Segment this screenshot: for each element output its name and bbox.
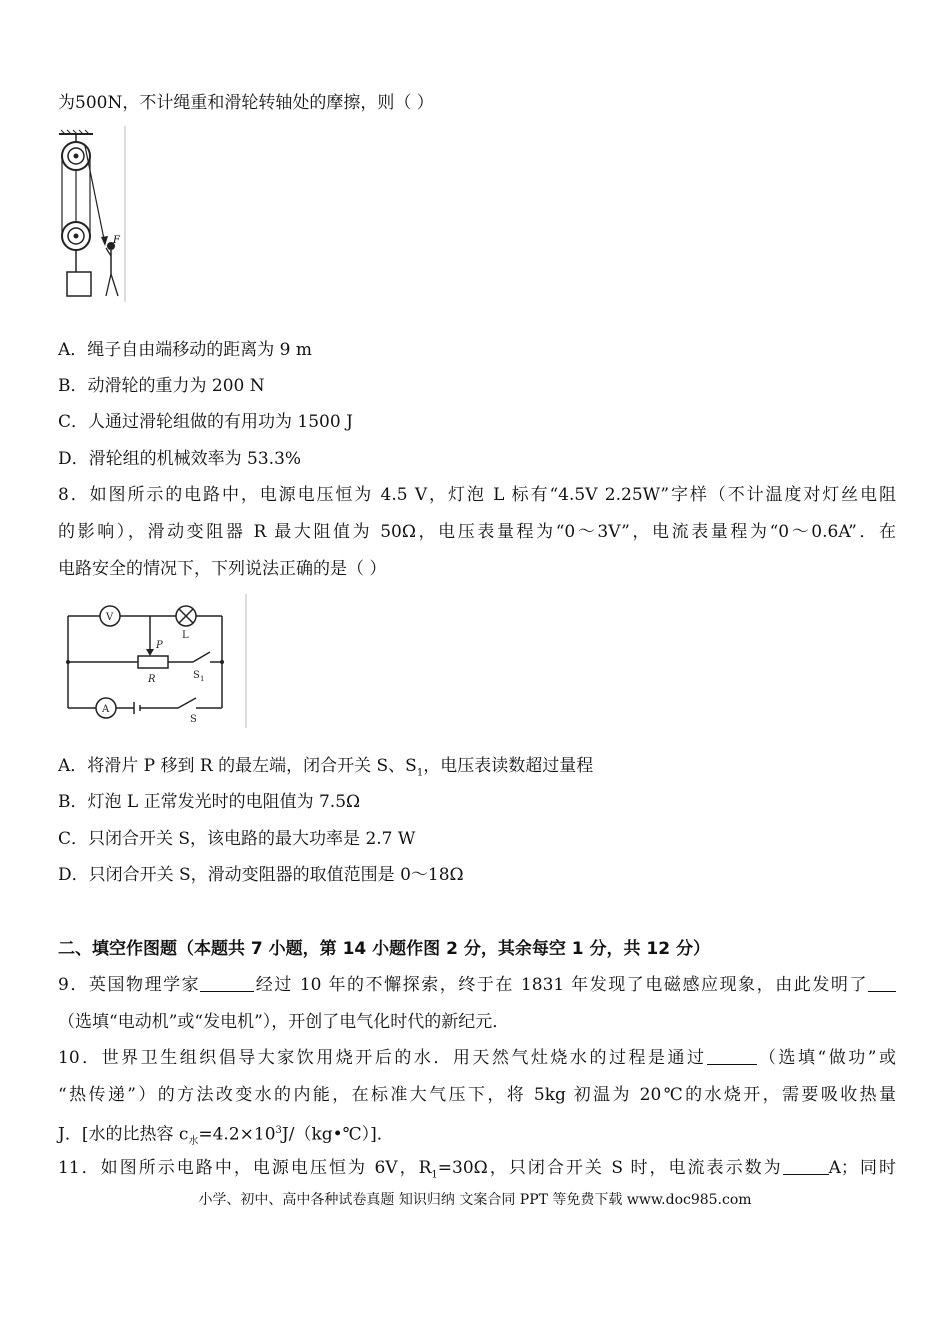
pulley-system-figure (55, 124, 130, 304)
q7-option-b: B．动滑轮的重力为 200 N (58, 376, 265, 396)
q9-answer-blank-2[interactable] (868, 975, 896, 992)
page-footer: 小学、初中、高中各种试卷真题 知识归纳 文案合同 PPT 等免费下载 www.doc985.com (198, 1192, 752, 1208)
q7-option-a: A．绳子自由端移动的距离为 9 m (58, 340, 313, 360)
q8-option-a-text-end: ，电压表读数超过量程 (423, 756, 594, 776)
q10-line2: “热传递”）的方法改变水的内能，在标准大气压下，将 5kg 初温为 20℃的水烧开，需要吸收热量 (58, 1085, 896, 1105)
q10-line3 (58, 1120, 394, 1153)
force-label: F (113, 235, 120, 246)
circuit-diagram-figure (58, 592, 250, 730)
rheostat-label: R (148, 674, 156, 685)
switch-label: S (190, 714, 197, 725)
section-2-heading: 二、填空作图题（本题共 7 小题，第 14 小题作图 2 分，其余每空 1 分，共 12 分） (58, 939, 710, 959)
q7-option-c: C．人通过滑轮组做的有用功为 1500 J (58, 412, 353, 432)
q10-text-e: J/（kg•℃）]． (281, 1124, 394, 1145)
q8-stem-line3: 电路安全的情况下，下列说法正确的是（ ） (58, 559, 387, 579)
q10-text-d: =4.2×10 (198, 1124, 276, 1145)
q9-text-b: 经过 10 年的不懈探索，终于在 1831 年发现了电磁感应现象，由此发明了 (254, 975, 868, 995)
q11-answer-blank-1[interactable] (783, 1158, 829, 1175)
q10-text-b: （选填“做功”或 (756, 1048, 896, 1068)
q8-option-a-sub: 1 (416, 767, 424, 779)
q8-option-c: C．只闭合开关 S，该电路的最大功率是 2.7 W (58, 829, 416, 849)
q11-text-c: A；同时 (828, 1158, 896, 1178)
q8-stem-line2: 的影响），滑动变阻器 R 最大阻值为 50Ω，电压表量程为“0～3V”，电流表量程为“0～0.6A”．在 (58, 522, 896, 542)
q9-answer-blank-1[interactable] (200, 975, 254, 992)
q7-option-d: D．滑轮组的机械效率为 53.3% (58, 449, 302, 469)
q11-text-a: 11．如图所示电路中，电源电压恒为 6V，R (58, 1158, 432, 1178)
q11-line1 (58, 1157, 896, 1186)
q10-exponent: 3 (275, 1125, 282, 1136)
q8-option-a-text: A．将滑片 P 移到 R 的最左端，闭合开关 S、S (58, 756, 417, 776)
q11-r1-sub: 1 (431, 1169, 438, 1181)
q9-line1 (58, 974, 896, 996)
q9-text-a: 9．英国物理学家 (58, 975, 201, 995)
q11-text-b: =30Ω，只闭合开关 S 时，电流表示数为 (437, 1158, 783, 1178)
question-7-stem-end: 为500N，不计绳重和滑轮转轴处的摩擦，则（ ） (58, 93, 434, 113)
q10-water-sub: 水 (188, 1136, 199, 1148)
switch1-sub-label: 1 (200, 675, 205, 683)
q10-text-c: J．[水的比热容 c (58, 1124, 189, 1145)
lamp-label: L (182, 630, 189, 641)
q8-stem-line1: 8．如图所示的电路中，电源电压恒为 4.5 V，灯泡 L 标有“4.5V 2.25W”字样（不计温度对灯丝电阻 (58, 485, 896, 505)
q9-line2: （选填“电动机”或“发电机”），开创了电气化时代的新纪元． (58, 1012, 510, 1032)
q10-text-a: 10．世界卫生组织倡导大家饮用烧开后的水．用天然气灶烧水的过程是通过 (58, 1048, 707, 1068)
q10-answer-blank-1[interactable] (707, 1048, 757, 1065)
q8-option-a (58, 755, 593, 784)
q8-option-d: D．只闭合开关 S，滑动变阻器的取值范围是 0～18Ω (58, 865, 464, 885)
switch1-label: S (193, 670, 200, 681)
q8-option-b: B．灯泡 L 正常发光时的电阻值为 7.5Ω (58, 792, 361, 812)
slider-label: P (156, 640, 163, 651)
voltmeter-label: V (106, 612, 114, 623)
ammeter-label: A (102, 704, 110, 715)
q10-line1 (58, 1047, 896, 1069)
